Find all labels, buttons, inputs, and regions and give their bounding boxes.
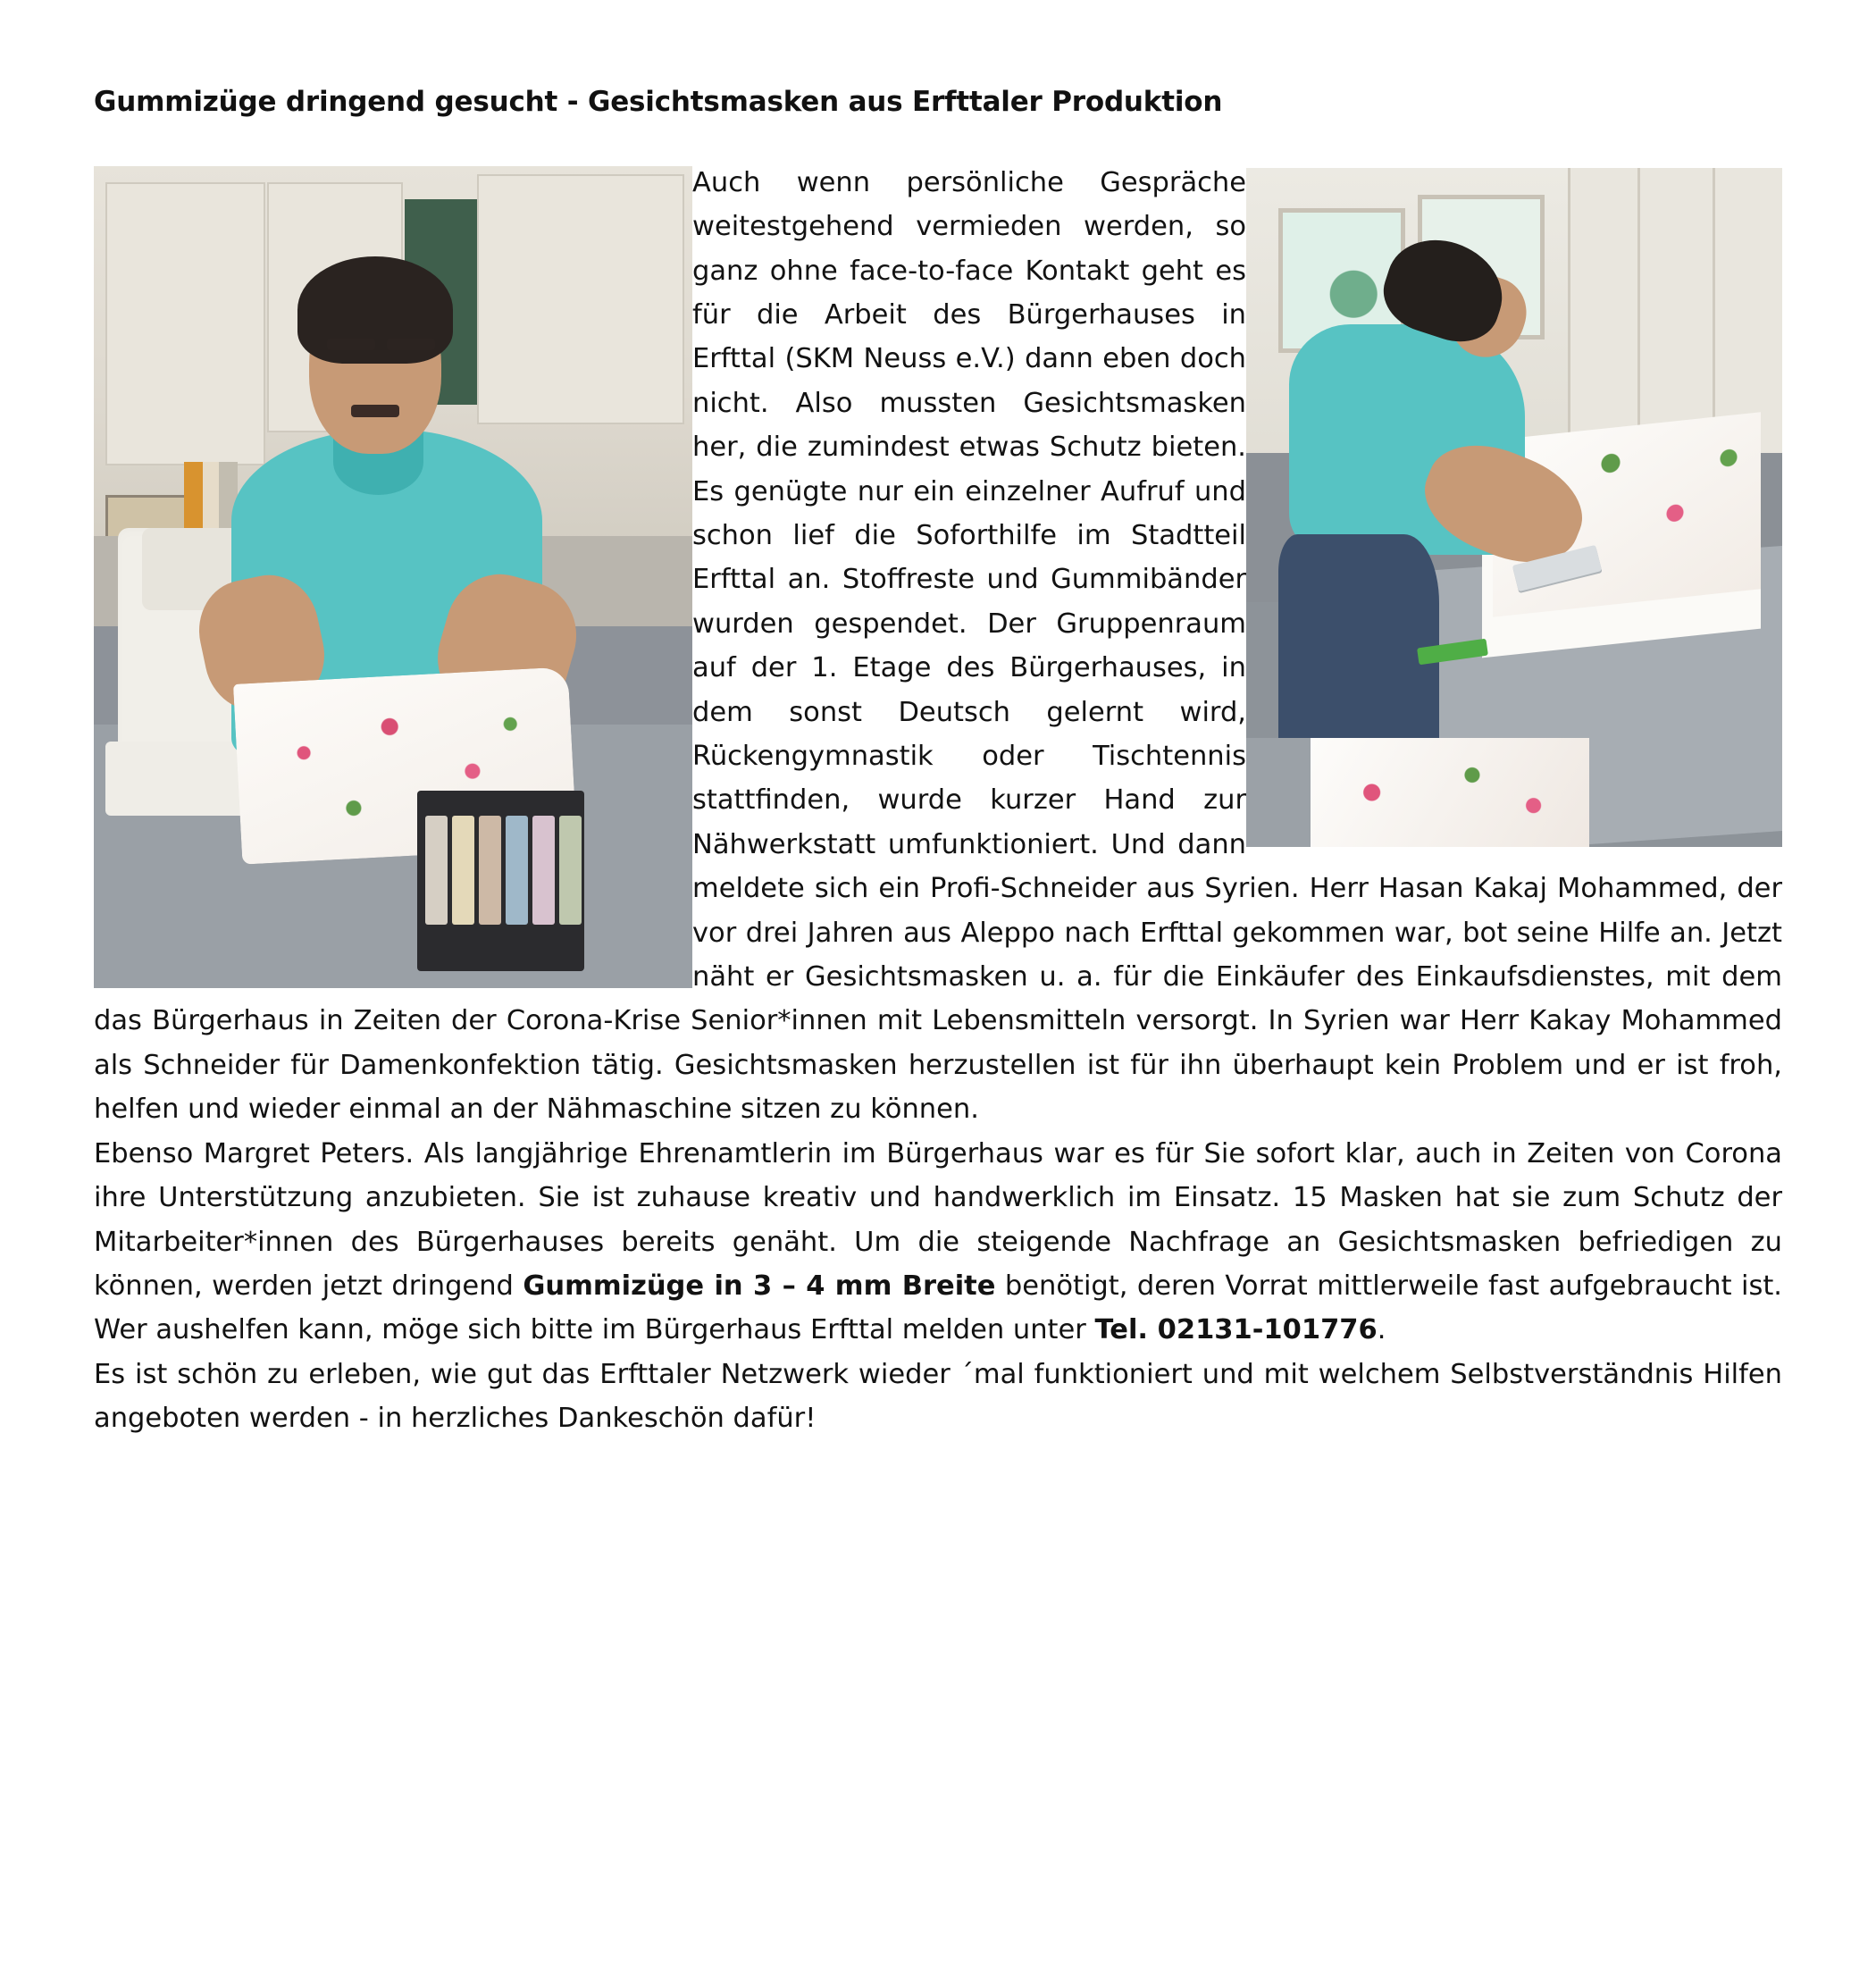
paragraph-2-text-b: benötigt, deren Vorrat mittlerweile fast aufgebraucht ist. Wer aushelfen kann, möge sich bitte im Bürgerhaus Erfttal melden unter [94, 1270, 1783, 1346]
article-paragraph-3: Es ist schön zu erleben, wie gut das Erfttaler Netzwerk wieder ´mal funktioniert und mit welchem Selbstverständnis Hilfen angeboten werden - in herzliches Dankeschön dafür! [94, 1358, 1782, 1435]
photo-thread-spool [532, 816, 554, 924]
photo-person-eyebrow [327, 339, 375, 350]
phone-number-highlight: Tel. 02131-101776 [1094, 1314, 1378, 1346]
article-paragraph-2 [94, 1132, 1782, 1353]
photo-thread-spool [479, 816, 500, 924]
paragraph-2-text-a: Ebenso Margret Peters. Als langjährige Ehrenamtlerin im Bürgerhaus war es für Sie sofort klar, auch in Zeiten von Corona ihre Unterstützung anzubieten. Sie ist zuhause kreativ und handwerklich im Einsatz. 15 Masken hat sie zum Schutz der Mitarbeiter*innen des Bürgerhauses bereits genäht. Um die steigende Nachfrage an Gesichtsmasken befriedigen zu können, werden jetzt dringend [94, 1137, 1782, 1302]
photo-thread-box [417, 791, 585, 971]
photo-thread-spool [452, 816, 473, 924]
elastic-width-highlight: Gummizüge in 3 – 4 mm Breite [523, 1270, 996, 1302]
photo-floral-fabric [1311, 738, 1589, 847]
article-body [94, 161, 1782, 1441]
photo-thread-spool [559, 816, 581, 924]
photo-thread-spool [425, 816, 447, 924]
man-cutting-fabric-photo [1246, 168, 1782, 847]
photo-cabinet [477, 174, 684, 424]
man-sewing-face-mask-photo [94, 166, 692, 988]
photo-person-eyebrow [387, 339, 435, 350]
photo-thread-spool [506, 816, 527, 924]
photo-person-moustache [351, 405, 399, 418]
paragraph-2-text-c: . [1377, 1314, 1386, 1346]
photo-cabinet [105, 182, 264, 465]
page-title: Gummizüge dringend gesucht - Gesichtsmasken aus Erfttaler Produktion [94, 86, 1223, 118]
photo-cabinet-seam [1637, 168, 1640, 466]
article-paragraph-1: Auch wenn persönliche Gespräche weitestgehend vermieden werden, so ganz ohne face-to-face Kontakt geht es für die Arbeit des Bürgerhauses in Erfttal (SKM Neuss e.V.) dann eben doch nicht. Also mussten Gesichtsmasken her, die zumindest etwas Schutz bieten. Es genügte nur ein einzelner Aufruf und schon lief die Soforthilfe im Stadtteil Erfttal an. Stoffreste und Gummibänder wurden gespendet. Der Gruppenraum auf der 1. Etage des Bürgerhauses, in dem sonst Deutsch gelernt wird, Rückengymnastik oder Tischtennis stattfinden, wurde kurzer Hand zur Nähwerkstatt umfunktioniert. Und dann meldete sich ein Profi-Schneider aus Syrien. Herr Hasan Kakaj Mohammed, der vor drei Jahren aus Aleppo nach Erfttal gekommen war, bot seine Hilfe an. Jetzt näht er Gesichtsmasken u. a. für die Einkäufer des Einkaufsdienstes, mit dem das Bürgerhaus in Zeiten der Corona-Krise Senior*innen mit Lebensmitteln versorgt. In Syrien war Herr Kakay Mohammed als Schneider für Damenkonfektion tätig. Gesichtsmasken herzustellen ist für ihn überhaupt kein Problem und er ist froh, helfen und wieder einmal an der Nähmaschine sitzen zu können. [94, 166, 1782, 1126]
